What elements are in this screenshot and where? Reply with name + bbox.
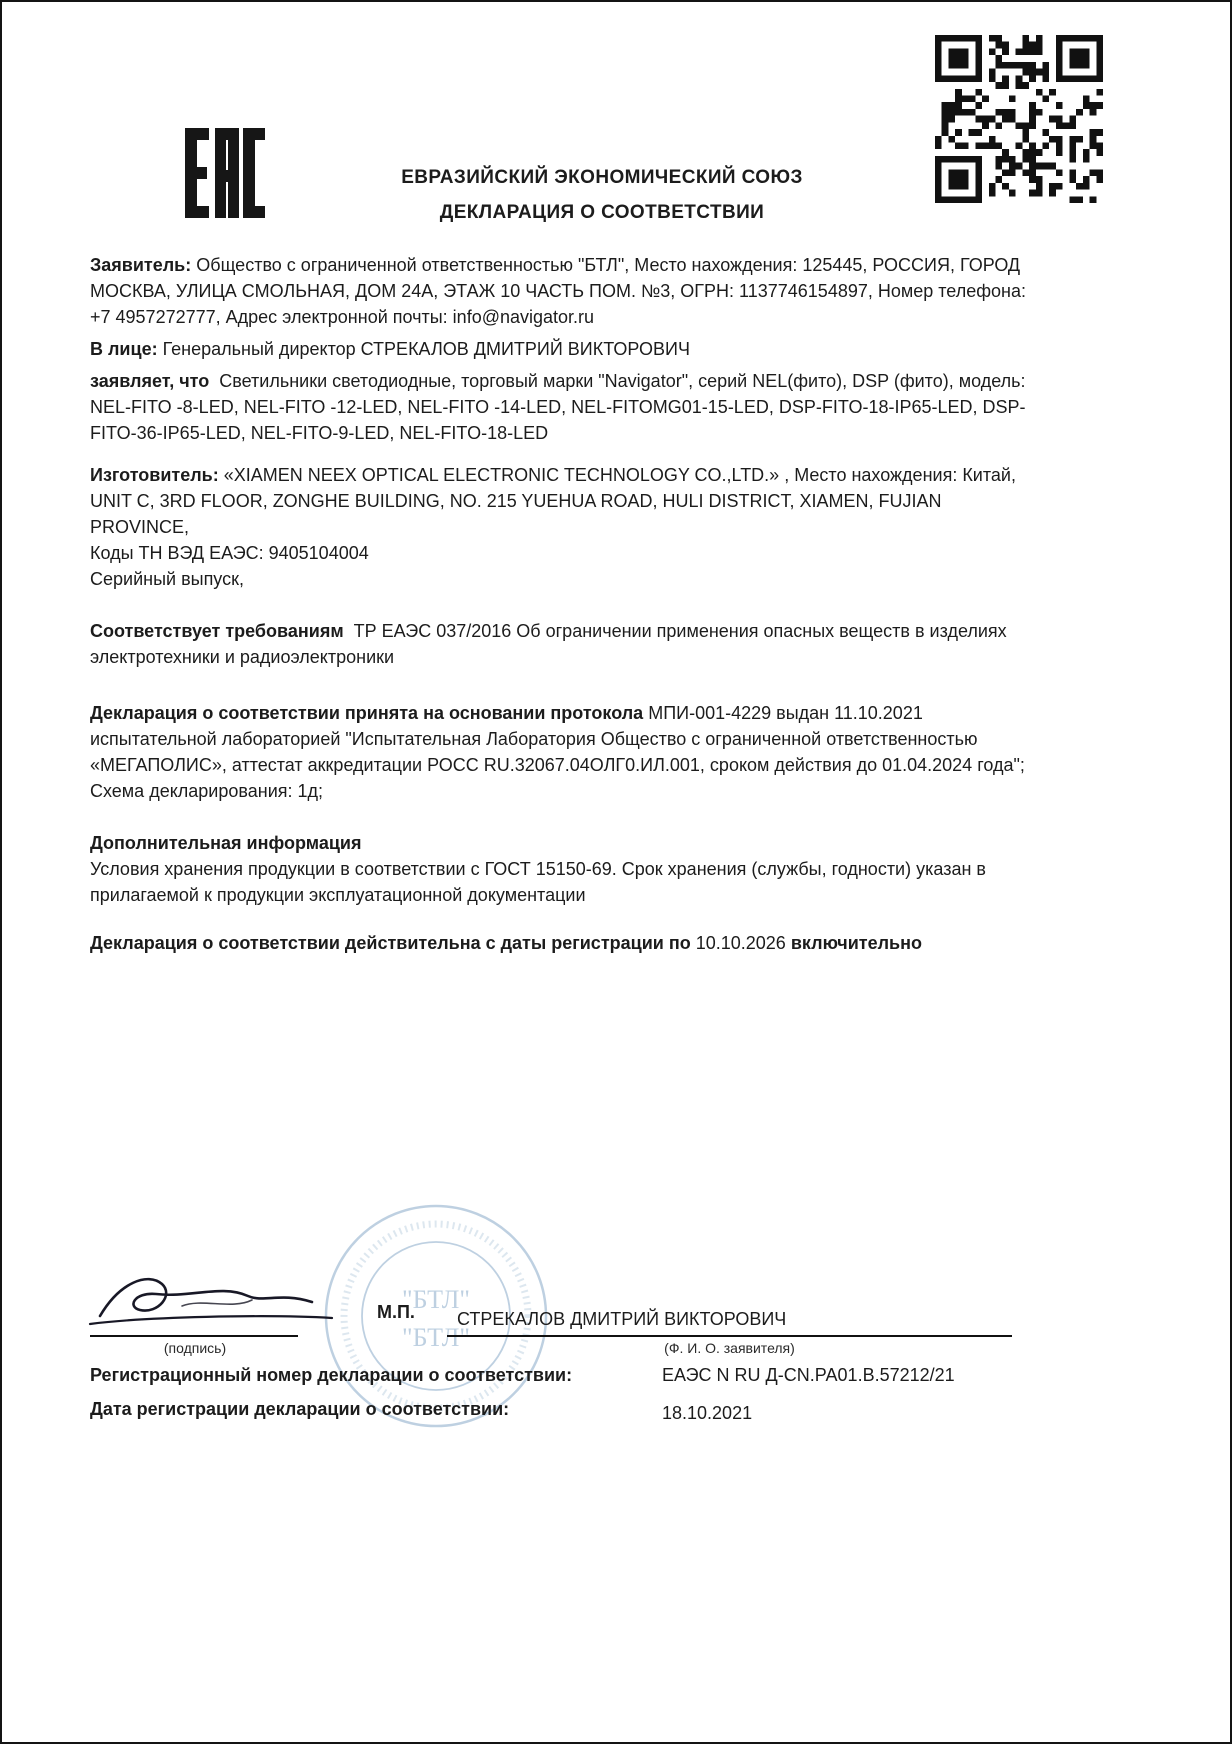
reg-number-label: Регистрационный номер декларации о соответствии: bbox=[90, 1365, 573, 1385]
stamp-text-2: "БТЛ" bbox=[401, 1323, 471, 1352]
declares-paragraph bbox=[90, 368, 1042, 446]
reg-number-value: ЕАЭС N RU Д-CN.РА01.В.57212/21 bbox=[662, 1365, 955, 1385]
applicant-text: Общество с ограниченной ответственностью "БТЛ", Место нахождения: 125445, РОССИЯ, ГОРОД МОСКВА, УЛИЦА СМОЛЬНАЯ, ДОМ 24А, ЭТАЖ 10 ЧАСТЬ ПОМ. №3, ОГРН: 1137746154897, Номер телефона: +7 4957272777, Адрес электронной почты: info@navigator.ru bbox=[90, 255, 1027, 327]
document-header bbox=[2, 167, 1202, 237]
doc-title: ДЕКЛАРАЦИЯ О СООТВЕТСТВИИ bbox=[439, 202, 765, 223]
applicant-label: Заявитель: bbox=[90, 255, 192, 275]
declarant-caption: (Ф. И. О. заявителя) bbox=[664, 1340, 795, 1356]
union-title: ЕВРАЗИЙСКИЙ ЭКОНОМИЧЕСКИЙ СОЮЗ bbox=[401, 167, 803, 188]
additional-info-text: Условия хранения продукции в соответствии с ГОСТ 15150-69. Срок хранения (службы, годности) указан в прилагаемой к продукции эксплуатационной документации bbox=[90, 859, 986, 905]
reg-date-label: Дата регистрации декларации о соответствии: bbox=[90, 1399, 510, 1419]
manufacturer-paragraph bbox=[90, 462, 1042, 540]
manufacturer-label: Изготовитель: bbox=[90, 465, 219, 485]
applicant-paragraph bbox=[90, 252, 1042, 330]
basis-text: МПИ-001-4229 выдан 11.10.2021 испытательной лабораторией "Испытательная Лаборатория Общество с ограниченной ответственностью «МЕГАПОЛИС», аттестат аккредитации РОСС RU.32067.04ОЛГ0.ИЛ.001, сроком действия до 01.04.2024 года"; Схема декларирования: 1д; bbox=[90, 703, 1025, 801]
declarant-name: СТРЕКАЛОВ ДМИТРИЙ ВИКТОРОВИЧ bbox=[457, 1309, 787, 1329]
conformity-text: ТР ЕАЭС 037/2016 Об ограничении применения опасных веществ в изделиях электротехники и радиоэлектроники bbox=[90, 621, 1007, 667]
document-body bbox=[90, 252, 1042, 956]
stamp-place-label: М.П. bbox=[377, 1302, 415, 1322]
validity-paragraph bbox=[90, 930, 1042, 956]
stamp-text: "БТЛ" bbox=[401, 1285, 471, 1314]
manufacturer-codes: Коды ТН ВЭД ЕАЭС: 9405104004 bbox=[90, 543, 369, 563]
conformity-label: Соответствует требованиям bbox=[90, 621, 344, 641]
conformity-paragraph bbox=[90, 618, 1042, 670]
basis-label: Декларация о соответствии принята на основании протокола bbox=[90, 703, 644, 723]
basis-paragraph bbox=[90, 700, 1042, 804]
validity-date: 10.10.2026 bbox=[695, 933, 786, 953]
declares-label: заявляет, что bbox=[90, 371, 210, 391]
person-text: Генеральный директор СТРЕКАЛОВ ДМИТРИЙ ВИКТОРОВИЧ bbox=[162, 339, 690, 359]
reg-date-value: 18.10.2021 bbox=[662, 1403, 753, 1423]
declarant-line bbox=[447, 1335, 1012, 1337]
manufacturer-text: «XIAMEN NEEX OPTICAL ELECTRONIC TECHNOLOGY CO.,LTD.» , Место нахождения: Китай, UNIT C, 3RD FLOOR, ZONGHE BUILDING, NO. 215 YUEHUA ROAD, HULI DISTRICT, XIAMEN, FUJIAN PROVINCE, bbox=[90, 465, 1016, 537]
signature-autograph bbox=[82, 1254, 342, 1342]
manufacturer-serial: Серийный выпуск, bbox=[90, 569, 244, 589]
additional-info-heading: Дополнительная информация bbox=[90, 833, 362, 853]
signature-caption: (подпись) bbox=[163, 1340, 227, 1356]
validity-suffix: включительно bbox=[790, 933, 922, 953]
person-paragraph bbox=[90, 336, 1042, 362]
declares-text: Светильники светодиодные, торговый марки "Navigator", серий NEL(фито), DSP (фито), модель: NEL-FITO -8-LED, NEL-FITO -12-LED, NEL-FITO -14-LED, NEL-FITOMG01-15-LED, DSP-FITO-18-IP65-LED, DSP-FITO-36-IP65-LED, NEL-FITO-9-LED, NEL-FITO-18-LED bbox=[90, 371, 1026, 443]
signature-line bbox=[90, 1335, 298, 1337]
person-label: В лице: bbox=[90, 339, 158, 359]
validity-label: Декларация о соответствии действительна с даты регистрации по bbox=[90, 933, 691, 953]
